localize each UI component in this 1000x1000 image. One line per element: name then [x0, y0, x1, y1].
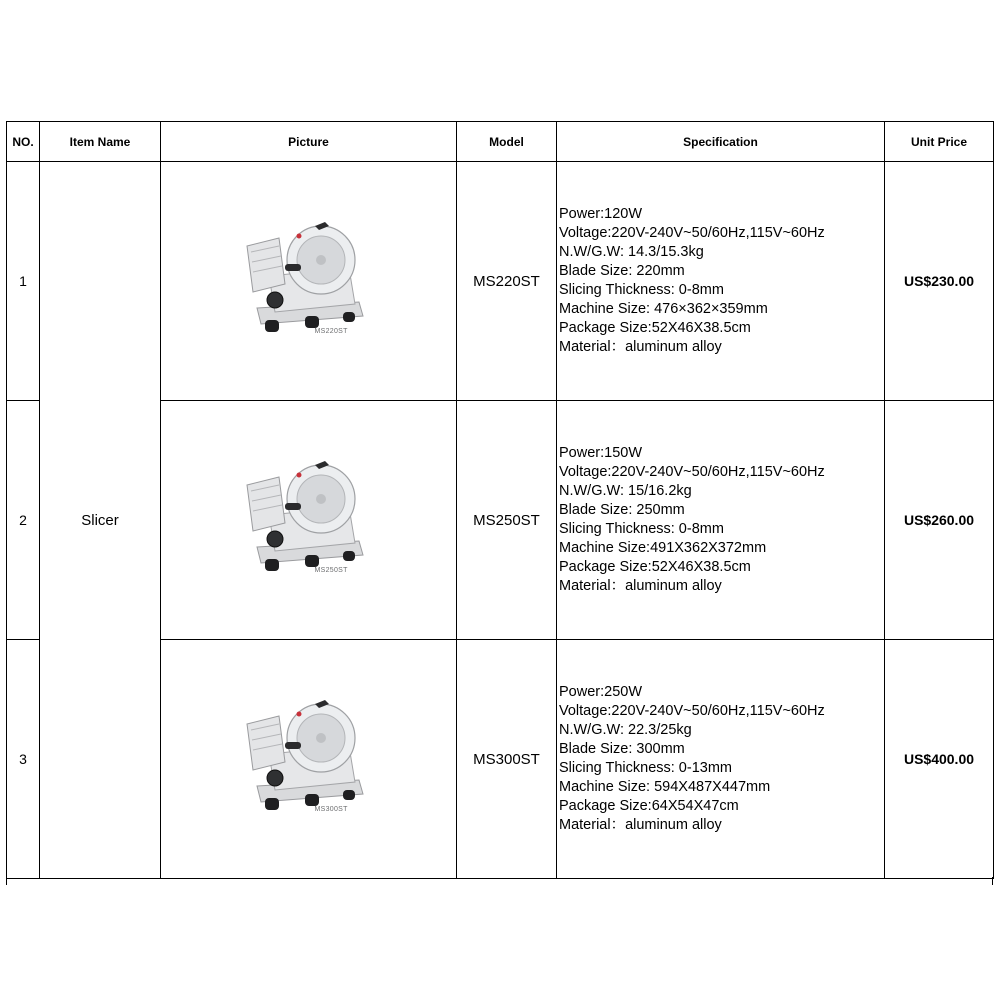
spec-line: Material：aluminum alloy [559, 817, 722, 833]
unit-price: US$400.00 [885, 640, 994, 879]
specification [557, 162, 885, 401]
spec-line: Power:150W [559, 445, 643, 461]
row-number: 3 [7, 640, 40, 879]
model-number: MS250ST [457, 401, 557, 640]
table-row [7, 162, 994, 401]
spec-line: Slicing Thickness: 0-8mm [559, 282, 724, 298]
spec-line: N.W/G.W: 15/16.2kg [559, 483, 692, 499]
spec-line: Voltage:220V-240V~50/60Hz,115V~60Hz [559, 464, 825, 480]
spec-line: Blade Size: 250mm [559, 502, 685, 518]
spec-line: Slicing Thickness: 0-8mm [559, 521, 724, 537]
spec-line: Blade Size: 300mm [559, 741, 685, 757]
spec-line: Power:250W [559, 684, 643, 700]
meat-slicer-icon [239, 216, 379, 346]
unit-price: US$230.00 [885, 162, 994, 401]
product-picture [161, 640, 457, 879]
header-item-name: Item Name [40, 122, 161, 162]
spec-line: Material：aluminum alloy [559, 339, 722, 355]
header-no: NO. [7, 122, 40, 162]
model-number: MS220ST [457, 162, 557, 401]
spec-line: Power:120W [559, 206, 643, 222]
header-picture: Picture [161, 122, 457, 162]
header-model: Model [457, 122, 557, 162]
spec-line: N.W/G.W: 22.3/25kg [559, 722, 692, 738]
product-picture [161, 401, 457, 640]
model-number: MS300ST [457, 640, 557, 879]
meat-slicer-icon [239, 694, 379, 824]
spec-line: Package Size:52X46X38.5cm [559, 320, 751, 336]
header-row [7, 122, 994, 162]
spec-line: Package Size:64X54X47cm [559, 798, 739, 814]
specification [557, 401, 885, 640]
meat-slicer-icon [239, 455, 379, 585]
price-table [6, 121, 994, 879]
spec-line: Voltage:220V-240V~50/60Hz,115V~60Hz [559, 703, 825, 719]
specification [557, 640, 885, 879]
spec-line: Slicing Thickness: 0-13mm [559, 760, 732, 776]
picture-caption: MS220ST [314, 328, 348, 335]
row-number: 1 [7, 162, 40, 401]
picture-caption: MS300ST [314, 806, 348, 813]
table-continuation [6, 877, 993, 885]
item-name: Slicer [40, 162, 161, 879]
header-specification: Specification [557, 122, 885, 162]
spec-line: Blade Size: 220mm [559, 263, 685, 279]
spec-line: N.W/G.W: 14.3/15.3kg [559, 244, 704, 260]
spec-line: Voltage:220V-240V~50/60Hz,115V~60Hz [559, 225, 825, 241]
spec-line: Machine Size: 476×362×359mm [559, 301, 768, 317]
header-unit-price: Unit Price [885, 122, 994, 162]
row-number: 2 [7, 401, 40, 640]
spec-line: Material：aluminum alloy [559, 578, 722, 594]
picture-caption: MS250ST [314, 567, 348, 574]
unit-price: US$260.00 [885, 401, 994, 640]
spec-line: Machine Size:491X362X372mm [559, 540, 767, 556]
spec-line: Machine Size: 594X487X447mm [559, 779, 771, 795]
spec-line: Package Size:52X46X38.5cm [559, 559, 751, 575]
product-picture [161, 162, 457, 401]
